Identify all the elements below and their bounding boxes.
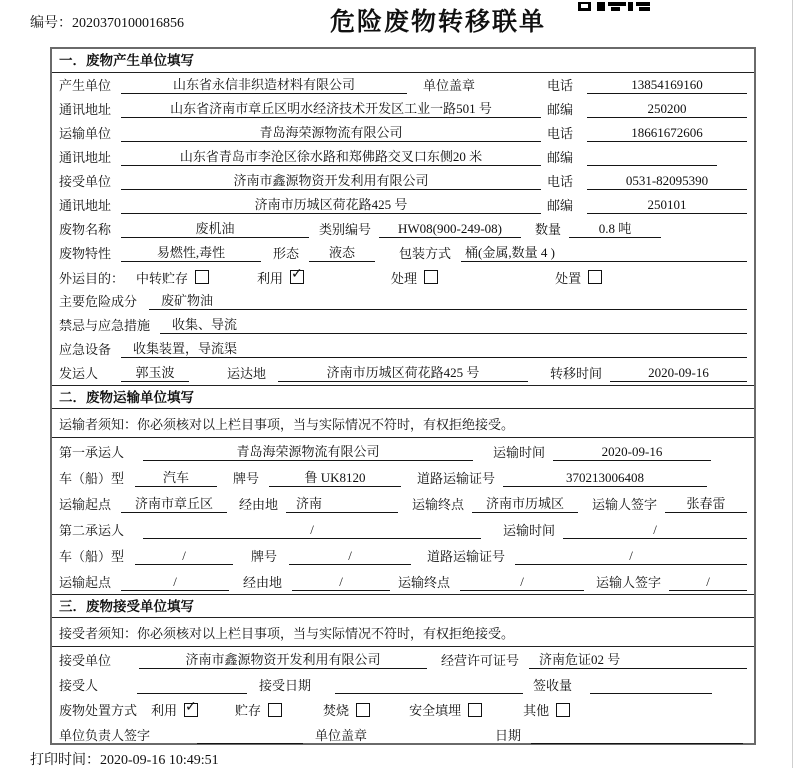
disposal-option-storage — [235, 700, 282, 719]
row-emergency-measures — [52, 313, 754, 337]
endpoint-value: 济南市历城区 — [472, 493, 578, 513]
origin-value: / — [121, 574, 229, 591]
transport-time-label: 运输时间 — [503, 523, 556, 538]
purpose-label: 外运目的： — [59, 270, 125, 286]
option-label: 处理 — [391, 270, 418, 286]
section3-heading: 三．废物接受单位填写 — [52, 594, 754, 618]
manager-sign-value — [197, 743, 303, 744]
checkbox-checked-icon: ✓ — [185, 698, 197, 715]
vehicle-type-value: 汽车 — [135, 467, 217, 487]
vehicle-type-label: 车（船）型 — [59, 471, 125, 486]
checkbox-unchecked-icon — [356, 703, 370, 717]
waste-name-label: 废物名称 — [59, 222, 112, 237]
destination-label: 运达地 — [227, 366, 267, 381]
disposal-option-use — [151, 700, 198, 719]
address-label: 通讯地址 — [59, 150, 112, 165]
hazard-value: 废矿物油 — [149, 290, 747, 310]
date-value — [531, 743, 743, 744]
phone-label: 电话 — [547, 78, 574, 93]
form-label: 形态 — [273, 246, 300, 261]
permit-value: 370213006408 — [503, 470, 707, 487]
phone-value: 18661672606 — [587, 125, 747, 142]
receiver-value: 济南市鑫源物资开发利用有限公司 — [121, 170, 541, 190]
zip-value: 250101 — [587, 197, 747, 214]
category-value: HW08(900-249-08) — [379, 221, 521, 238]
transfer-time-value: 2020-09-16 — [610, 365, 747, 382]
vehicle-type-label: 车（船）型 — [59, 549, 125, 564]
receiver-notice: 接受者须知：你必须核对以上栏目事项，当与实际情况不符时，有权拒绝接受。 — [52, 618, 754, 647]
permit-label: 道路运输证号 — [417, 471, 496, 486]
qr-code-fragment-icon — [578, 0, 650, 16]
option-label: 安全填埋 — [409, 703, 462, 718]
purpose-option-use — [257, 268, 304, 287]
character-label: 废物特性 — [59, 246, 112, 261]
purpose-option-storage — [136, 268, 209, 287]
address-value: 济南市历城区荷花路425 号 — [121, 194, 541, 214]
hazard-label: 主要危险成分 — [59, 294, 138, 309]
row-receiver — [52, 169, 754, 193]
phone-value: 0531-82095390 — [587, 173, 747, 190]
plate-label: 牌号 — [251, 549, 278, 564]
disposal-option-incinerate — [323, 700, 370, 719]
permit-label: 道路运输证号 — [427, 549, 506, 564]
taboo-value: 收集、导流 — [160, 314, 747, 334]
phone-label: 电话 — [547, 174, 574, 189]
destination-value: 济南市历城区荷花路425 号 — [278, 362, 528, 382]
packing-value: 桶(金属,数量 4 ) — [461, 242, 747, 262]
page-title: 危险废物转移联单 — [330, 8, 547, 36]
manager-sign-label: 单位负责人签字 — [59, 728, 151, 743]
transport-time-value: 2020-09-16 — [553, 444, 711, 461]
row-transporter-address — [52, 145, 754, 169]
origin-label: 运输起点 — [59, 497, 112, 512]
license-value: 济南危证02 号 — [529, 649, 747, 669]
license-label: 经营许可证号 — [441, 653, 520, 668]
row-vehicle2 — [52, 542, 754, 568]
receive-unit-value: 济南市鑫源物资开发利用有限公司 — [139, 649, 427, 669]
shipper-value: 郭玉波 — [121, 362, 189, 382]
sign-quantity-value — [590, 693, 712, 694]
transporter-label: 运输单位 — [59, 126, 112, 141]
section-producer — [52, 49, 754, 385]
document-number-value: 2020370100016856 — [72, 16, 184, 31]
section-transporter — [52, 385, 754, 594]
row-manager-sign — [52, 722, 754, 747]
receive-date-value — [335, 693, 523, 694]
quantity-value: 0.8 吨 — [569, 218, 661, 238]
transporter-value: 青岛海荣源物流有限公司 — [121, 122, 541, 142]
option-label: 利用 — [151, 703, 178, 718]
carrier-sign-value: / — [669, 574, 747, 591]
carrier-sign-label: 运输人签字 — [592, 497, 658, 512]
transport-time-value: / — [563, 522, 747, 539]
row-receive-unit — [52, 647, 754, 672]
manifest-form — [50, 47, 756, 745]
vehicle-type-value: / — [135, 548, 233, 565]
unit-seal-label: 单位盖章 — [315, 728, 368, 743]
section-receiver — [52, 594, 754, 747]
address-value: 山东省济南市章丘区明水经济技术开发区工业一路501 号 — [121, 98, 541, 118]
plate-value: / — [289, 548, 411, 565]
row-recipient — [52, 672, 754, 697]
address-value: 山东省青岛市李沧区徐水路和郑佛路交叉口东侧20 米 — [121, 146, 541, 166]
category-label: 类别编号 — [319, 222, 372, 237]
row-shipper — [52, 361, 754, 385]
zip-value — [587, 165, 717, 166]
row-route1 — [52, 490, 754, 516]
section2-heading: 二．废物运输单位填写 — [52, 385, 754, 409]
checkbox-unchecked-icon — [268, 703, 282, 717]
checkbox-unchecked-icon — [556, 703, 570, 717]
address-label: 通讯地址 — [59, 198, 112, 213]
print-time — [30, 749, 219, 769]
phone-label: 电话 — [547, 126, 574, 141]
recipient-label: 接受人 — [59, 678, 99, 693]
row-producer — [52, 73, 754, 97]
checkbox-unchecked-icon — [588, 270, 602, 284]
row-transfer-purpose — [52, 265, 754, 289]
origin-label: 运输起点 — [59, 575, 112, 590]
permit-value: / — [515, 548, 747, 565]
transport-time-label: 运输时间 — [493, 445, 546, 460]
disposal-option-other — [523, 700, 570, 719]
checkbox-unchecked-icon — [195, 270, 209, 284]
via-value: / — [292, 574, 390, 591]
plate-label: 牌号 — [233, 471, 260, 486]
transfer-time-label: 转移时间 — [550, 366, 603, 381]
receive-unit-label: 接受单位 — [59, 653, 112, 668]
option-label: 其他 — [523, 703, 550, 718]
plate-value: 鲁 UK8120 — [269, 467, 401, 487]
date-label: 日期 — [495, 728, 522, 743]
carrier-sign-label: 运输人签字 — [596, 575, 662, 590]
endpoint-value: / — [460, 574, 584, 591]
document-number — [30, 12, 184, 32]
shipper-label: 发运人 — [59, 366, 99, 381]
equipment-label: 应急设备 — [59, 342, 112, 357]
checkbox-unchecked-icon — [424, 270, 438, 284]
section1-heading: 一．废物产生单位填写 — [52, 49, 754, 73]
row-receiver-address — [52, 193, 754, 217]
receive-date-label: 接受日期 — [259, 678, 312, 693]
option-label: 贮存 — [235, 703, 262, 718]
origin-value: 济南市章丘区 — [121, 493, 227, 513]
transporter-notice: 运输者须知：你必须核对以上栏目事项，当与实际情况不符时，有权拒绝接受。 — [52, 409, 754, 438]
row-route2 — [52, 568, 754, 594]
row-vehicle1 — [52, 464, 754, 490]
phone-value: 13854169160 — [587, 77, 747, 94]
waste-name-value: 废机油 — [121, 218, 309, 238]
purpose-option-dispose — [555, 268, 602, 287]
address-label: 通讯地址 — [59, 102, 112, 117]
disposal-option-landfill — [409, 700, 482, 719]
row-waste-character — [52, 241, 754, 265]
unit-seal-label: 单位盖章 — [423, 78, 476, 93]
row-transporter — [52, 121, 754, 145]
equipment-value: 收集装置，导流渠 — [121, 338, 747, 358]
document-number-label: 编号： — [30, 16, 72, 31]
checkbox-unchecked-icon — [468, 703, 482, 717]
zip-label: 邮编 — [547, 102, 574, 117]
receiver-label: 接受单位 — [59, 174, 112, 189]
sign-quantity-label: 签收量 — [533, 678, 573, 693]
purpose-option-treat — [391, 268, 438, 287]
page-edge-divider — [792, 0, 793, 768]
carrier2-value: / — [143, 522, 481, 539]
taboo-label: 禁忌与应急措施 — [59, 318, 151, 333]
row-disposal-method — [52, 697, 754, 722]
endpoint-label: 运输终点 — [412, 497, 465, 512]
carrier1-value: 青岛海荣源物流有限公司 — [143, 441, 473, 461]
zip-label: 邮编 — [547, 150, 574, 165]
endpoint-label: 运输终点 — [398, 575, 451, 590]
character-value: 易燃性,毒性 — [121, 242, 261, 262]
row-first-carrier — [52, 438, 754, 464]
zip-label: 邮编 — [547, 198, 574, 213]
via-label: 经由地 — [243, 575, 283, 590]
producer-label: 产生单位 — [59, 78, 112, 93]
row-emergency-equipment — [52, 337, 754, 361]
option-label: 焚烧 — [323, 703, 350, 718]
option-label: 中转贮存 — [136, 270, 189, 286]
row-waste-name — [52, 217, 754, 241]
quantity-label: 数量 — [535, 222, 562, 237]
carrier-sign-value: 张春雷 — [665, 493, 747, 513]
row-producer-address — [52, 97, 754, 121]
carrier1-label: 第一承运人 — [59, 445, 125, 460]
producer-value: 山东省永信非织造材料有限公司 — [121, 74, 407, 94]
via-label: 经由地 — [239, 497, 279, 512]
recipient-value — [137, 693, 247, 694]
disposal-label: 废物处置方式 — [59, 703, 138, 718]
zip-value: 250200 — [587, 101, 747, 118]
row-second-carrier — [52, 516, 754, 542]
form-value: 液态 — [309, 242, 375, 262]
print-time-value: 2020-09-16 10:49:51 — [100, 753, 219, 768]
row-hazard-component — [52, 289, 754, 313]
print-time-label: 打印时间： — [30, 753, 100, 768]
option-label: 处置 — [555, 270, 582, 286]
checkbox-checked-icon: ✓ — [291, 266, 303, 282]
packing-label: 包装方式 — [399, 246, 452, 261]
via-value: 济南 — [286, 493, 398, 513]
option-label: 利用 — [257, 270, 284, 286]
carrier2-label: 第二承运人 — [59, 523, 125, 538]
